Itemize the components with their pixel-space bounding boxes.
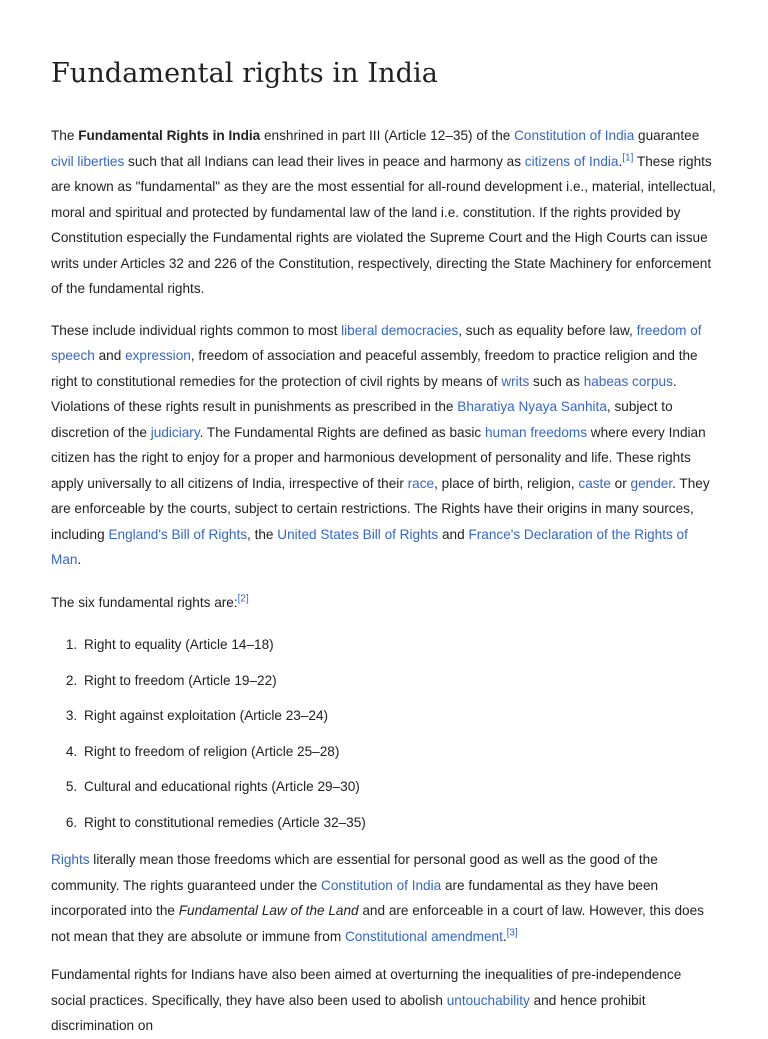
list-item: 4. Right to freedom of religion (Article 25–28)	[81, 739, 716, 765]
rights-meaning-paragraph: Rights literally mean those freedoms which are essential for personal good as well as the good of the community. The rights guaranteed under the Constitution of India are fundamental as they have been incorporated into the Fundamental Law of the Land and are enforceable in a court of law. However, this does not mean that they are absolute or immune from Constitutional amendment.[3]	[51, 852, 704, 944]
reference-3[interactable]: [3]	[506, 926, 518, 938]
link-habeas-corpus[interactable]: habeas corpus	[583, 373, 673, 389]
page-title: Fundamental rights in India	[51, 58, 438, 89]
list-item: 6. Right to constitutional remedies (Article 32–35)	[81, 810, 716, 836]
link-constitution-of-india[interactable]: Constitution of India	[514, 128, 635, 143]
link-liberal-democracies[interactable]: liberal democracies	[341, 322, 459, 338]
italic-term: Fundamental Law of the Land	[178, 903, 359, 918]
link-constitution-of-india-2[interactable]: Constitution of India	[321, 877, 442, 893]
link-caste[interactable]: caste	[578, 475, 611, 491]
link-untouchability[interactable]: untouchability	[446, 992, 530, 1008]
reference-1[interactable]: [1]	[622, 151, 634, 163]
link-human-freedoms[interactable]: human freedoms	[485, 424, 588, 440]
link-gender[interactable]: gender	[630, 475, 673, 491]
link-bharatiya-nyaya-sanhita[interactable]: Bharatiya Nyaya Sanhita	[457, 399, 607, 414]
link-rights[interactable]: Rights	[51, 852, 90, 867]
rights-list	[51, 632, 716, 835]
link-constitutional-amendment[interactable]: Constitutional amendment	[344, 928, 503, 944]
link-writs[interactable]: writs	[501, 373, 530, 389]
link-englands-bill-of-rights[interactable]: England's Bill of Rights	[108, 526, 248, 542]
link-expression[interactable]: expression	[125, 348, 191, 363]
link-us-bill-of-rights[interactable]: United States Bill of Rights	[277, 526, 439, 542]
rights-description-paragraph: These include individual rights common to most liberal democracies, such as equality before law, freedom of speech and expression, freedom of association and peaceful assembly, freedom to practice religion and the right to constitutional remedies for the protection of civil rights by means of writs such as habeas corpus. Violations of these rights result in punishments as prescribed in the Bharatiya Nyaya Sanhita, subject to discretion of the judiciary. The Fundamental Rights are defined as basic human freedoms where every Indian citizen has the right to enjoy for a proper and harmonious development of personality and life. These rights apply universally to all citizens of India, irrespective of their race, place of birth, religion, caste or gender. They are enforceable by the courts, subject to certain restrictions. The Rights have their origins in many sources, including England's Bill of Rights, the United States Bill of Rights and France's Declaration of the Rights of Man.	[51, 322, 710, 567]
list-item: 2. Right to freedom (Article 19–22)	[81, 668, 716, 694]
intro-paragraph: The Fundamental Rights in India enshrined in part III (Article 12–35) of the Constitution of India guarantee civil liberties such that all Indians can lead their lives in peace and harmony as citizens of India.[1] These rights are known as "fundamental" as they are the most essential for all-round development i.e., material, intellectual, moral and spiritual and protected by fundamental law of the land i.e. constitution. If the rights provided by Constitution especially the Fundamental rights are violated the Supreme Court and the High Courts can issue writs under Articles 32 and 226 of the Constitution, respectively, directing the State Machinery for enforcement of the fundamental rights.	[51, 128, 716, 296]
link-citizens-of-india[interactable]: citizens of India	[524, 153, 619, 169]
bold-term: Fundamental Rights in India	[78, 128, 261, 143]
link-judiciary[interactable]: judiciary	[150, 424, 200, 440]
link-freedom-of-speech[interactable]: freedom of speech	[51, 322, 702, 363]
reference-2[interactable]: [2]	[237, 592, 249, 604]
list-item: 3. Right against exploitation (Article 23–24)	[81, 703, 716, 729]
inequalities-paragraph: Fundamental rights for Indians have also been aimed at overturning the inequalities of pre-independence social practices. Specifically, they have also been used to abolish untouchability and hence prohibit discrimination on	[51, 967, 682, 1033]
six-rights-intro: The six fundamental rights are:[2]	[51, 592, 249, 610]
list-item: 1. Right to equality (Article 14–18)	[81, 632, 716, 658]
link-frances-declaration[interactable]: France's Declaration of the Rights of Man	[51, 526, 688, 567]
link-race[interactable]: race	[407, 475, 435, 491]
link-civil-liberties[interactable]: civil liberties	[51, 153, 125, 169]
list-item: 5. Cultural and educational rights (Article 29–30)	[81, 774, 716, 800]
